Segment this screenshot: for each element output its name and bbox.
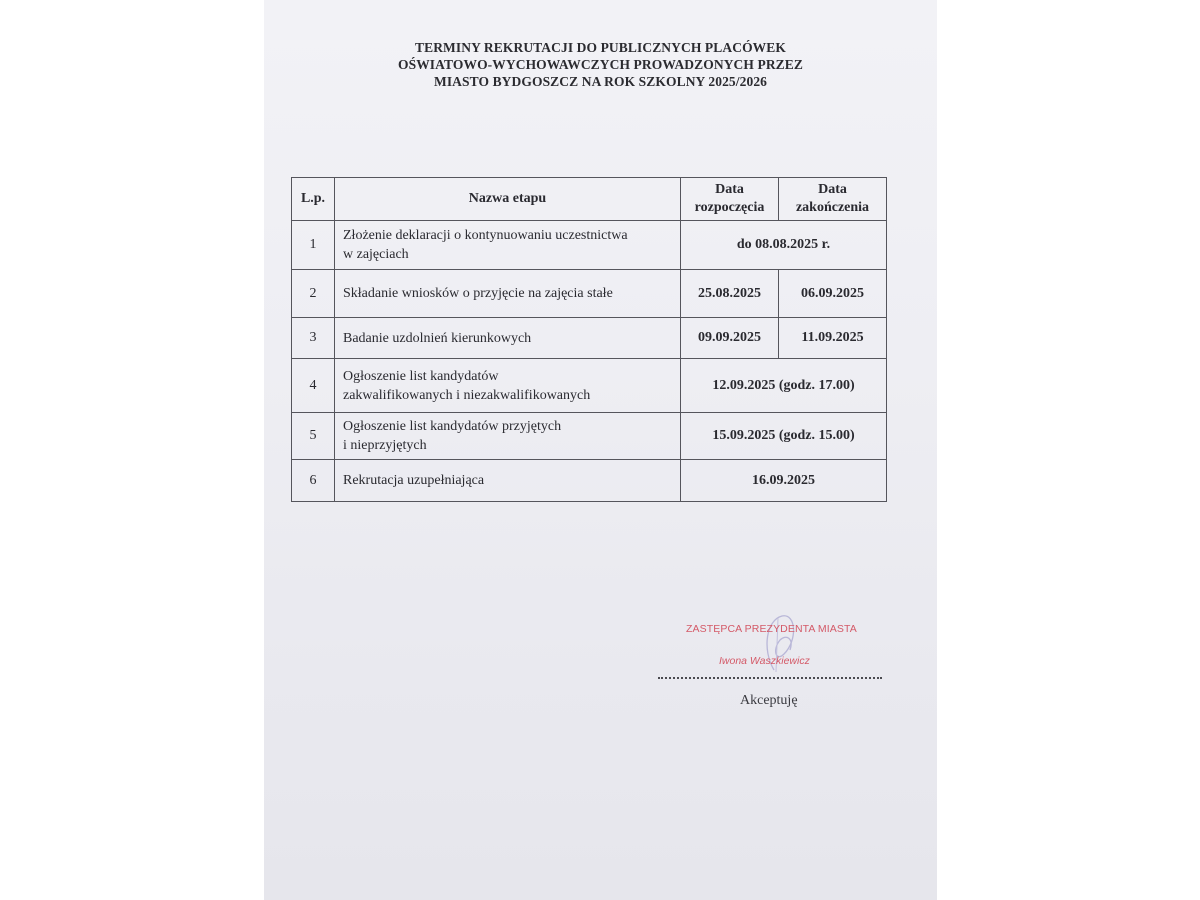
document-page [264, 0, 937, 900]
row-stage-name [335, 318, 681, 359]
stage-name-line2: i nieprzyjętych [343, 438, 427, 453]
document-title [264, 39, 937, 90]
table-row [292, 221, 887, 270]
stage-name-line1: Rekrutacja uzupełniająca [343, 473, 485, 488]
row-start-date: 09.09.2025 [681, 318, 779, 359]
row-date-range: 16.09.2025 [681, 460, 887, 502]
signature-line [658, 677, 882, 679]
row-lp: 3 [292, 318, 335, 359]
row-stage-name [335, 359, 681, 413]
stage-name-line2: w zajęciach [343, 247, 409, 262]
row-lp: 2 [292, 270, 335, 318]
row-lp: 1 [292, 221, 335, 270]
schedule-table [291, 177, 887, 502]
title-line-2: OŚWIATOWO-WYCHOWAWCZYCH PROWADZONYCH PRZEZ [398, 57, 803, 72]
header-end-line1: Data [818, 182, 847, 197]
stage-name-line2: zakwalifikowanych i niezakwalifikowanych [343, 387, 591, 403]
row-stage-name [335, 460, 681, 502]
row-lp: 4 [292, 359, 335, 413]
row-lp: 6 [292, 460, 335, 502]
table-row [292, 359, 887, 413]
header-lp: L.p. [292, 178, 335, 221]
row-date-range: 12.09.2025 (godz. 17.00) [681, 359, 887, 413]
row-stage-name [335, 413, 681, 460]
row-date-range: 15.09.2025 (godz. 15.00) [681, 413, 887, 460]
row-end-date: 06.09.2025 [779, 270, 887, 318]
table-row [292, 413, 887, 460]
header-start-line1: Data [715, 182, 744, 197]
stage-name-line1: Badanie uzdolnień kierunkowych [343, 330, 532, 346]
title-line-3: MIASTO BYDGOSZCZ NA ROK SZKOLNY 2025/2026 [433, 74, 768, 89]
row-start-date: 25.08.2025 [681, 270, 779, 318]
stage-name-line1: Złożenie deklaracji o kontynuowaniu uczestnictwa [343, 228, 628, 243]
table-row [292, 270, 887, 318]
accept-label: Akceptuję [740, 693, 798, 708]
header-end-date [779, 178, 887, 221]
row-stage-name [335, 270, 681, 318]
handwritten-signature-icon [754, 610, 814, 680]
row-end-date: 11.09.2025 [779, 318, 887, 359]
stage-name-line1: Ogłoszenie list kandydatów [343, 368, 499, 384]
row-stage-name [335, 221, 681, 270]
row-lp: 5 [292, 413, 335, 460]
table-row [292, 318, 887, 359]
row-date-range: do 08.08.2025 r. [681, 221, 887, 270]
title-line-1: TERMINY REKRUTACJI DO PUBLICZNYCH PLACÓWEK [415, 40, 786, 55]
signature-block [664, 610, 904, 710]
stage-name-line1: Składanie wniosków o przyjęcie na zajęcia stałe [343, 286, 613, 301]
table-header-row [292, 178, 887, 221]
stage-name-line1: Ogłoszenie list kandydatów przyjętych [343, 419, 562, 434]
header-start-date [681, 178, 779, 221]
stamp-name: Iwona Waszkiewicz [719, 655, 810, 667]
header-name: Nazwa etapu [335, 178, 681, 221]
stamp-title: ZASTĘPCA PREZYDENTA MIASTA [686, 623, 857, 635]
header-end-line2: zakończenia [795, 200, 870, 215]
header-start-line2: rozpoczęcia [694, 200, 765, 215]
table-row [292, 460, 887, 502]
